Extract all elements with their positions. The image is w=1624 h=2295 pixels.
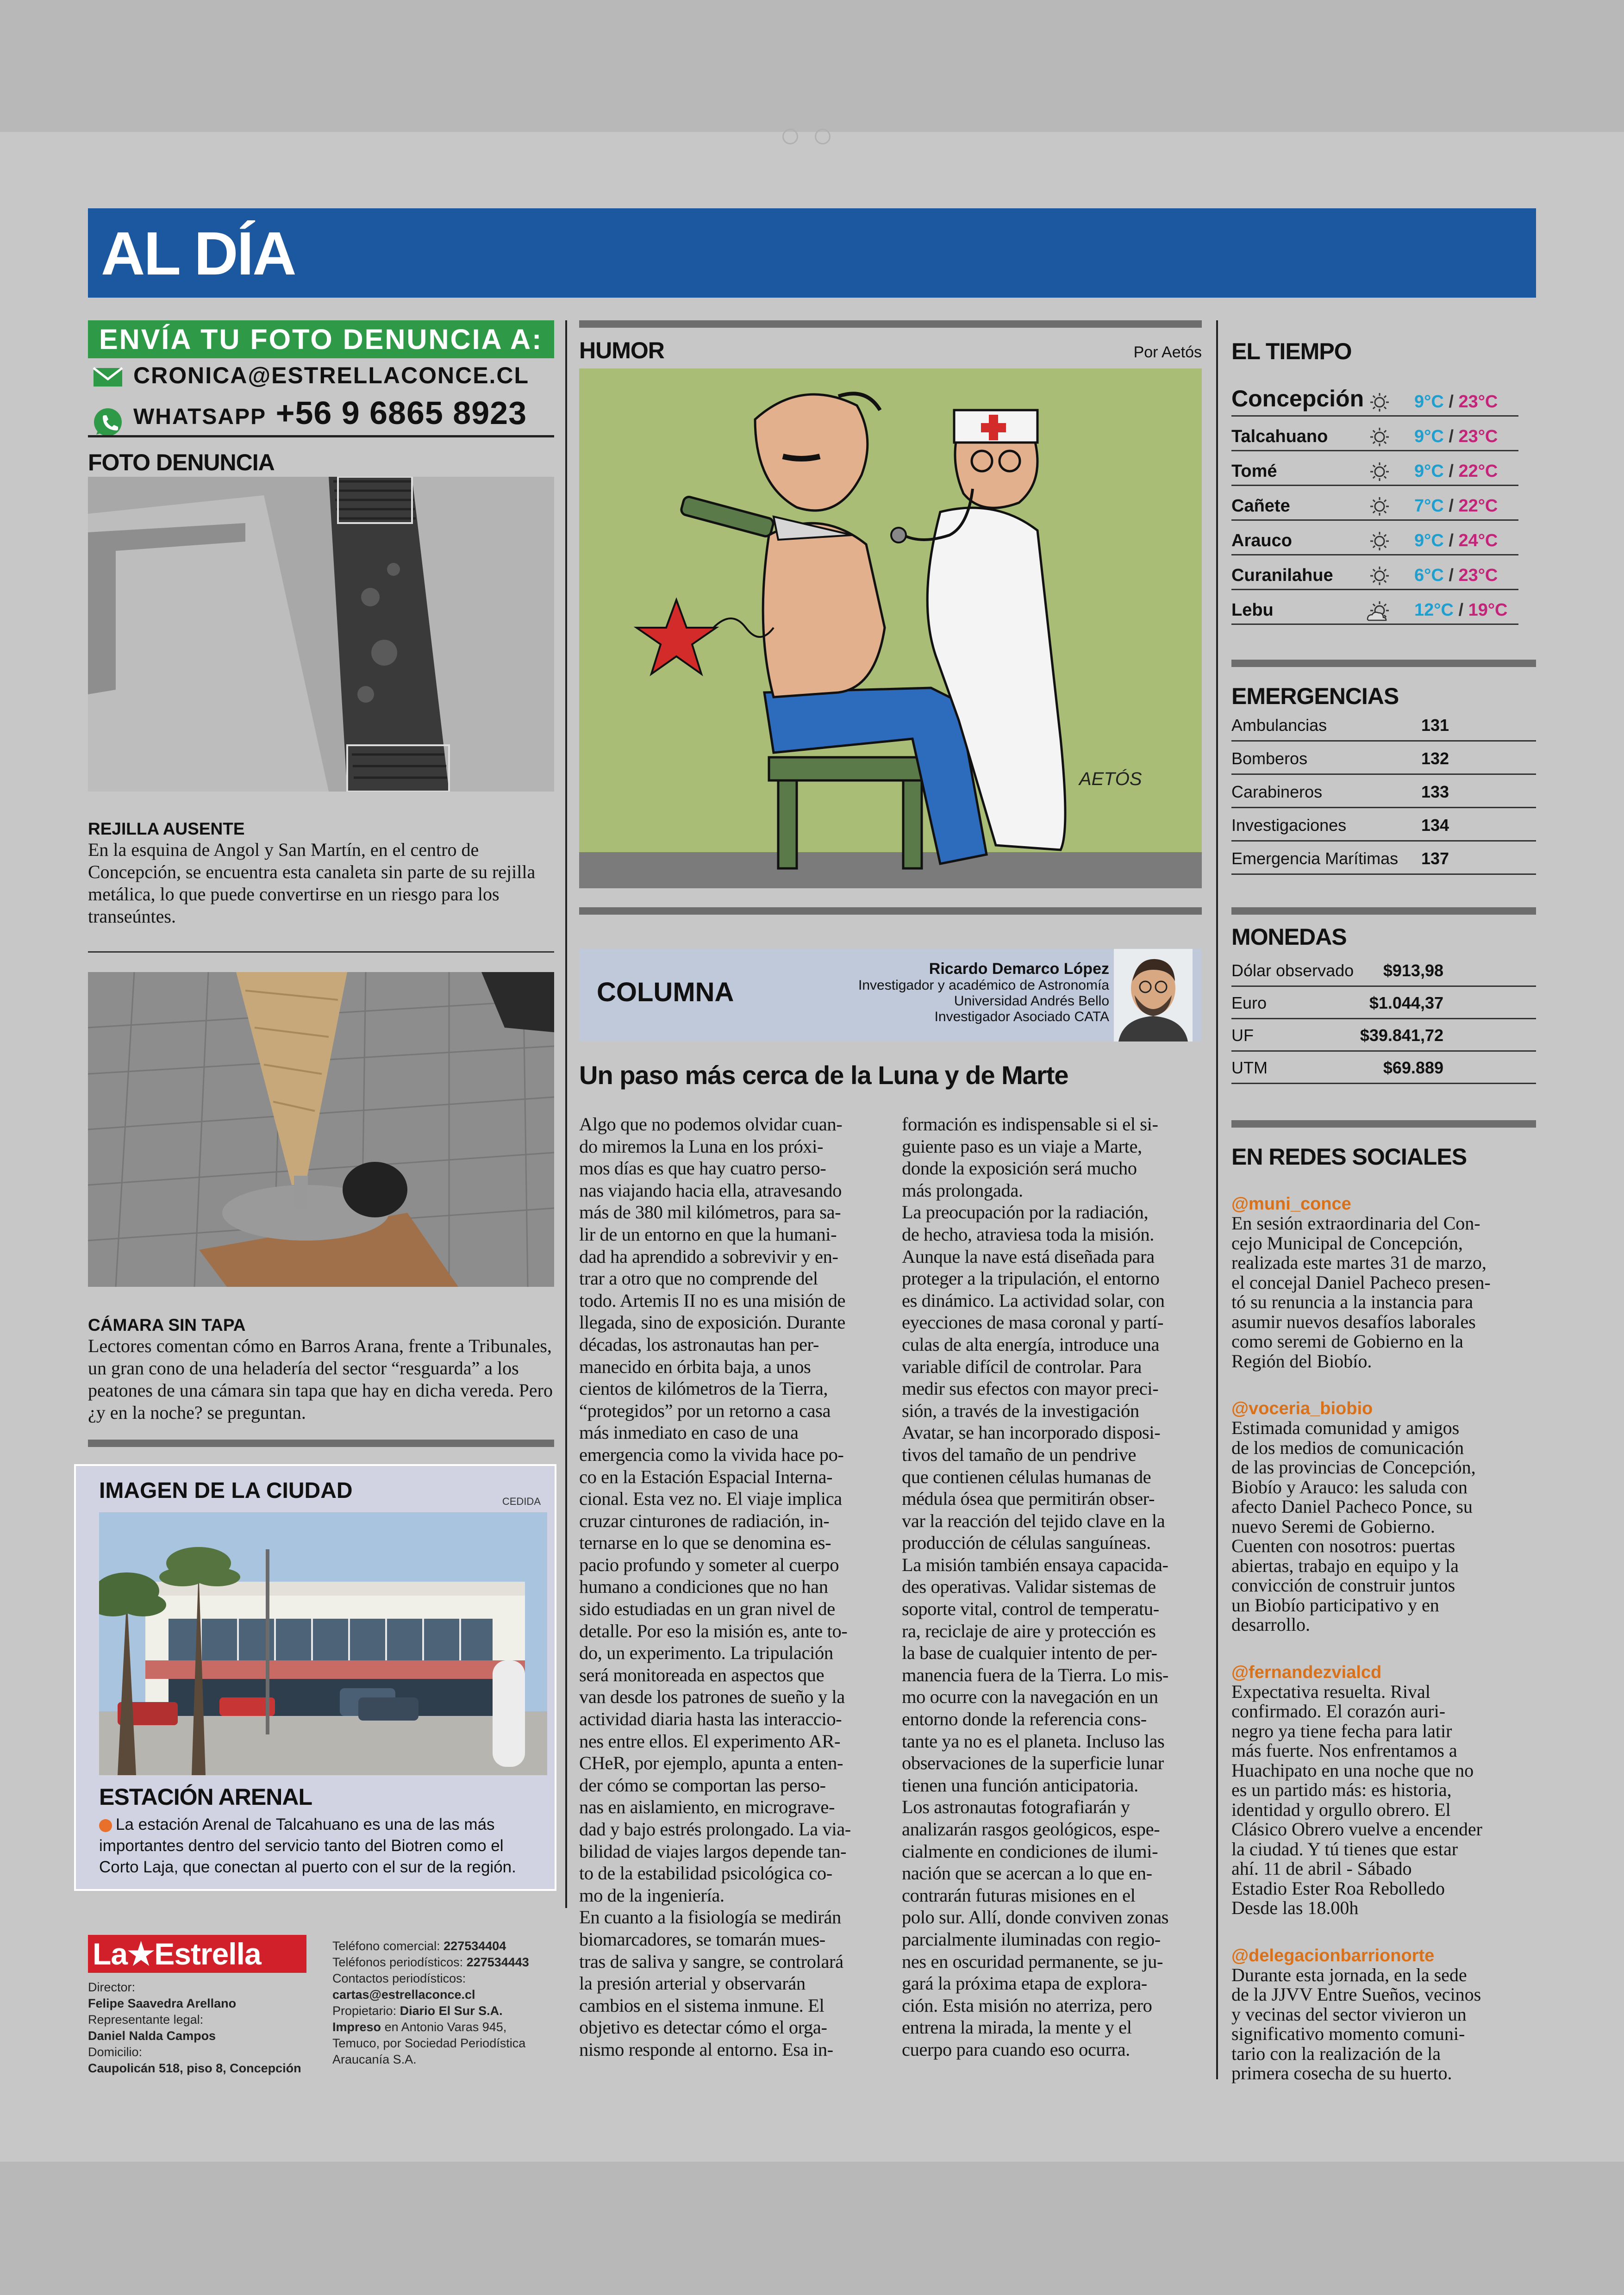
divider xyxy=(579,907,1202,915)
humor-heading: HUMOR xyxy=(579,337,664,363)
columna-role: Investigador y académico de Astronomía Universidad Andrés Bello Investigador Asociado CATA xyxy=(858,978,1109,1024)
row-divider xyxy=(1231,873,1536,875)
emergency-number[interactable]: 131 xyxy=(1421,716,1449,735)
cartoon-signature: AETÓS xyxy=(1079,769,1142,789)
temp-separator: / xyxy=(1443,461,1459,481)
temp-min: 6°C xyxy=(1414,566,1444,585)
footer-credits xyxy=(88,1979,329,2077)
contact-email[interactable] xyxy=(93,362,529,389)
weather-city: Arauco xyxy=(1231,531,1292,550)
sun-icon xyxy=(1366,425,1393,449)
photo-estacion-arenal xyxy=(99,1512,547,1775)
weather-row xyxy=(1231,380,1518,417)
divider xyxy=(88,435,554,437)
section-title: AL DÍA xyxy=(101,219,295,287)
currency-name: UTM xyxy=(1231,1058,1268,1077)
photo-missing-grate xyxy=(88,477,554,792)
emergency-row xyxy=(1231,808,1536,842)
currency-name: UF xyxy=(1231,1026,1254,1045)
currency-value: $1.044,37 xyxy=(1369,993,1443,1012)
weather-city: Lebu xyxy=(1231,600,1274,620)
currency-name: Dólar observado xyxy=(1231,961,1354,980)
article-body-col2: formación es indispensable si el si- guiente paso es un viaje a Marte, donde la exposición será mucho más prolongada. La preocupación por la radiación, de hecho, atraviesa toda la misión. Aunque la nave está diseñada para proteger a la tripulación, el entorno es dinámico. La actividad solar, con eyecciones de masa coronal y partí- culas de alta energía, introduce una variable difícil de controlar. Para medir sus efectos con mayor preci- sión, a través de la investigación Avatar, se han incorporado disposi- tivos del tamaño de un pendrive que contienen células humanas de médula ósea que permitirán obser- var la reacción del tejido clave en la producción de células sanguíneas. La misión también ensaya capacida- des operativas. Validar sistemas de soporte vital, control de temperatu- ra, reciclaje de aire y protección es la base de cualquier intento de per- manencia fuera de la Tierra. Lo mis- mo ocurre con la navegación en un entorno donde la referencia cons- tante ya no es el planeta. Incluso las observaciones de la superficie lunar tienen una función anticipatoria. Los astronautas fotografiarán y analizarán rasgos geológicos, espe- cialmente en condiciones de ilumi- nación que se acercan a lo que en- contrarán futuras misiones en el polo sur. Allí, donde conviven zonas parcialmente iluminadas con regio- nes en oscuridad permanente, se ju- gará la próxima etapa de explora- ción. Esta misión no aterriza, pero entrena la mirada, la mente y el cuerpo para cuando eso ocurra. xyxy=(902,1114,1169,2060)
page-nav-dots[interactable] xyxy=(782,129,843,147)
social-post-text: Estimada comunidad y amigos de los medios de comunicación de las provincias de Concepción, Biobío y Arauco: les saluda con afecto Daniel Pacheco Ponce, su nuevo Seremi de Gobierno. Cuenten con nosotros: puertas abiertas, trabajo en equipo y la convicción de construir juntos un Biobío participativo y en desarrollo. xyxy=(1231,1417,1476,1635)
social-handle[interactable]: @voceria_biobio xyxy=(1231,1399,1373,1418)
currency-value: $69.889 xyxy=(1383,1058,1443,1077)
weather-temps xyxy=(1414,427,1498,447)
whatsapp-icon xyxy=(93,407,123,437)
emergency-row xyxy=(1231,842,1536,875)
temp-separator: / xyxy=(1453,600,1468,620)
weather-row xyxy=(1231,486,1518,521)
temp-max: 19°C xyxy=(1468,600,1508,620)
footer-value: Daniel Nalda Campos xyxy=(88,2029,216,2043)
weather-city: Cañete xyxy=(1231,496,1290,516)
footer-label: Teléfonos periodísticos: xyxy=(332,1955,463,1969)
emergency-name: Investigaciones xyxy=(1231,816,1347,835)
temp-min: 7°C xyxy=(1414,496,1444,516)
emergency-row xyxy=(1231,708,1536,742)
weather-row xyxy=(1231,555,1518,590)
weather-temps xyxy=(1414,496,1498,516)
caption-title: CÁMARA SIN TAPA xyxy=(88,1316,246,1335)
divider xyxy=(579,320,1202,328)
divider xyxy=(1231,660,1536,667)
imagen-heading: IMAGEN DE LA CIUDAD xyxy=(99,1478,353,1503)
redes-heading: EN REDES SOCIALES xyxy=(1231,1144,1467,1170)
humor-cartoon xyxy=(579,368,1202,888)
nav-dot-icon[interactable] xyxy=(782,129,798,144)
article-body-col1: Algo que no podemos olvidar cuan- do miremos la Luna en los próxi- mos días es que hay cuatro perso- nas viajando hacia ella, atravesando más de 380 mil kilómetros, para sa- lir de un entorno en que la humani- dad ha aprendido a sobrevivir y en- trar a otro que no comprende del todo. Artemis II no es una misión de llegada, sino de exposición. Durante décadas, los astronautas han per- manecido en órbita baja, a unos cientos de kilómetros de la Tierra, “protegidos” por un retorno a casa más inmediato en caso de una emergencia como la vivida hace po- co en la Estación Espacial Interna- cional. Esta vez no. El viaje implica cruzar cinturones de radiación, in- ternarse en lo que se denomina es- pacio profundo y someter al cuerpo humano a condiciones que no han sido estudiadas en un gran nivel de detalle. Por eso la misión es, ante to- do, un experimento. La tripulación será monitoreada en aspectos que van desde los patrones de sueño y la actividad diaria hasta las interaccio- nes entre ellos. El experimento AR- CHeR, por ejemplo, apunta a enten- der cómo se comportan las perso- nas en aislamiento, en micrograve- dad y bajo estrés prolongado. La via- bilidad de viajes largos depende tan- to de la estabilidad psicológica co- mo de la ingeniería. En cuanto a la fisiología se medirán biomarcadores, se tomarán mues- tras de saliva y sangre, se controlará la presión arterial y observarán cambios en el sistema inmune. El objetivo es detectar cómo el orga- nismo responde al entorno. Esa in- xyxy=(579,1114,851,2060)
weather-city: Concepción xyxy=(1231,386,1364,412)
footer-contacts xyxy=(332,1938,550,2068)
divider xyxy=(1231,907,1536,915)
author-photo xyxy=(1114,949,1193,1041)
social-post-text: Expectativa resuelta. Rival confirmado. El corazón auri- negro ya tiene fecha para latir más fuerte. Nos enfrentamos a Huachipato en una noche que no es un partido más: es historia, identidad y orgullo obrero. El Clásico Obrero vuelve a encender la ciudad. Y tú tienes que estar ahí. 11 de abril - Sábado Estadio Ester Roa Rebolledo Desde las 18.00h xyxy=(1231,1681,1482,1918)
sun-icon xyxy=(1366,460,1393,483)
currency-name: Euro xyxy=(1231,993,1267,1012)
contact-whatsapp[interactable] xyxy=(93,394,527,437)
emergency-number[interactable]: 134 xyxy=(1421,816,1449,835)
caption-title: REJILLA AUSENTE xyxy=(88,819,245,838)
temp-separator: / xyxy=(1443,531,1459,550)
mail-icon xyxy=(93,367,123,387)
social-post-text: En sesión extraordinaria del Con- cejo Municipal de Concepción, realizada este martes 31 de marzo, el concejal Daniel Pacheco presen- tó su renuncia a la instancia para asumir nuevos desafíos laborales como seremi de Gobierno en la Región del Biobío. xyxy=(1231,1213,1491,1372)
weather-city: Talcahuano xyxy=(1231,427,1328,446)
tiempo-heading: EL TIEMPO xyxy=(1231,338,1352,364)
footer-label: Domicilio: xyxy=(88,2045,143,2059)
imagen-caption xyxy=(99,1814,530,1878)
monedas-heading: MONEDAS xyxy=(1231,924,1347,950)
photo-credit: CEDIDA xyxy=(502,1496,541,1507)
temp-max: 22°C xyxy=(1458,496,1498,516)
weather-row xyxy=(1231,417,1518,451)
bullet-dot-icon xyxy=(99,1819,112,1832)
social-handle[interactable]: @delegacionbarrionorte xyxy=(1231,1946,1435,1965)
currency-row xyxy=(1231,986,1536,1019)
footer-label: Impreso xyxy=(332,2020,381,2034)
footer-email[interactable]: cartas@estrellaconce.cl xyxy=(332,1988,475,2002)
weather-row xyxy=(1231,590,1518,625)
temp-separator: / xyxy=(1443,496,1459,516)
emergencias-heading: EMERGENCIAS xyxy=(1231,683,1399,709)
footer-label: Representante legal: xyxy=(88,2013,204,2027)
footer-value: en Antonio Varas 945, Temuco, por Sociedad Periodística Araucanía S.A. xyxy=(332,2020,526,2066)
imagen-text: La estación Arenal de Talcahuano es una de las más importantes dentro del servicio tanto del Biotren como el Corto Laja, que conectan al puerto con el sur de la región. xyxy=(99,1815,516,1876)
imagen-title: ESTACIÓN ARENAL xyxy=(99,1784,312,1810)
column-divider xyxy=(1216,320,1218,2079)
temp-min: 9°C xyxy=(1414,392,1444,412)
weather-temps xyxy=(1414,566,1498,586)
send-photo-label: ENVÍA TU FOTO DENUNCIA A: xyxy=(88,320,554,358)
footer-value: Caupolicán 518, piso 8, Concepción xyxy=(88,2061,301,2075)
footer-label: Director: xyxy=(88,1980,136,1994)
weather-city: Curanilahue xyxy=(1231,566,1333,585)
emergency-name: Carabineros xyxy=(1231,782,1323,801)
whatsapp-number: +56 9 6865 8923 xyxy=(275,395,527,431)
emergency-row xyxy=(1231,742,1536,775)
weather-temps xyxy=(1414,392,1498,412)
temp-max: 24°C xyxy=(1458,531,1498,550)
caption-text: Lectores comentan cómo en Barros Arana, frente a Tribunales, un gran cono de una heladería del sector “resguarda” a los peatones de una cámara sin tapa que hay en dicha vereda. Pero ¿y en la noche? se preguntan. xyxy=(88,1335,553,1423)
temp-min: 9°C xyxy=(1414,461,1444,481)
temp-min: 9°C xyxy=(1414,427,1444,446)
article-title: Un paso más cerca de la Luna y de Marte xyxy=(579,1060,1068,1090)
divider xyxy=(88,951,554,953)
row-divider xyxy=(1231,624,1518,625)
currency-value: $913,98 xyxy=(1383,961,1443,980)
divider xyxy=(1231,1120,1536,1128)
sun-icon xyxy=(1366,530,1393,553)
currency-value: $39.841,72 xyxy=(1360,1026,1443,1045)
temp-max: 23°C xyxy=(1458,566,1498,585)
footer-value: Diario El Sur S.A. xyxy=(400,2004,503,2018)
columna-label: COLUMNA xyxy=(597,977,734,1007)
currency-row xyxy=(1231,954,1536,987)
weather-temps xyxy=(1414,531,1498,551)
emergency-row xyxy=(1231,775,1536,808)
caption-text: En la esquina de Angol y San Martín, en el centro de Concepción, se encuentra esta canaleta sin parte de su rejilla metálica, lo que puede convertirse en un riesgo para los transeúntes. xyxy=(88,839,536,927)
humor-byline: Por Aetós xyxy=(1133,343,1202,361)
section-banner xyxy=(88,208,1536,298)
currency-row xyxy=(1231,1051,1536,1084)
partly-cloudy-icon xyxy=(1366,599,1393,622)
emergency-name: Emergencia Marítimas xyxy=(1231,849,1399,868)
weather-temps xyxy=(1414,461,1498,481)
imagen-de-la-ciudad xyxy=(74,1464,556,1891)
columna-header xyxy=(579,949,1202,1041)
nav-dot-icon[interactable] xyxy=(815,129,831,144)
email-text: CRONICA@ESTRELLACONCE.CL xyxy=(133,362,530,388)
temp-separator: / xyxy=(1443,392,1459,412)
column-divider xyxy=(565,320,567,1908)
currency-row xyxy=(1231,1018,1536,1052)
temp-min: 9°C xyxy=(1414,531,1444,550)
divider xyxy=(88,1440,554,1447)
temp-max: 23°C xyxy=(1458,427,1498,446)
columna-author: Ricardo Demarco López xyxy=(929,960,1109,978)
footer-value: Felipe Saavedra Arellano xyxy=(88,1996,237,2010)
sun-icon xyxy=(1366,564,1393,587)
emergency-number[interactable]: 137 xyxy=(1421,849,1449,868)
sun-icon xyxy=(1366,495,1393,518)
temp-separator: / xyxy=(1443,427,1459,446)
social-post-text: Durante esta jornada, en la sede de la JJVV Entre Sueños, vecinos y vecinas del sector vivieron un significativo momento comuni- tario con la realización de la primera cosecha de su huerto. xyxy=(1231,1964,1481,2083)
la-estrella-logo: La★Estrella xyxy=(88,1935,306,1973)
footer-label: Teléfono comercial: xyxy=(332,1939,440,1953)
sun-icon xyxy=(1366,391,1393,414)
weather-row xyxy=(1231,451,1518,486)
weather-row xyxy=(1231,521,1518,555)
temp-max: 23°C xyxy=(1458,392,1498,412)
emergency-number[interactable]: 133 xyxy=(1421,782,1449,801)
temp-min: 12°C xyxy=(1414,600,1454,620)
foto-denuncia-heading: FOTO DENUNCIA xyxy=(88,449,275,475)
emergency-name: Bomberos xyxy=(1231,749,1308,768)
emergency-name: Ambulancias xyxy=(1231,716,1327,735)
social-handle[interactable]: @muni_conce xyxy=(1231,1194,1351,1214)
weather-temps xyxy=(1414,600,1508,620)
footer-label: Propietario: xyxy=(332,2004,397,2018)
photo-ice-cream-cone xyxy=(88,972,554,1287)
whatsapp-label: WHATSAPP xyxy=(133,405,267,429)
footer-value: 227534404 xyxy=(443,1939,506,1953)
emergency-number[interactable]: 132 xyxy=(1421,749,1449,768)
footer-label: Contactos periodísticos: xyxy=(332,1971,466,1985)
row-divider xyxy=(1231,1083,1536,1084)
weather-city: Tomé xyxy=(1231,461,1277,481)
footer-value: 227534443 xyxy=(466,1955,529,1969)
temp-max: 22°C xyxy=(1458,461,1498,481)
temp-separator: / xyxy=(1443,566,1459,585)
social-handle[interactable]: @fernandezvialcd xyxy=(1231,1662,1382,1682)
